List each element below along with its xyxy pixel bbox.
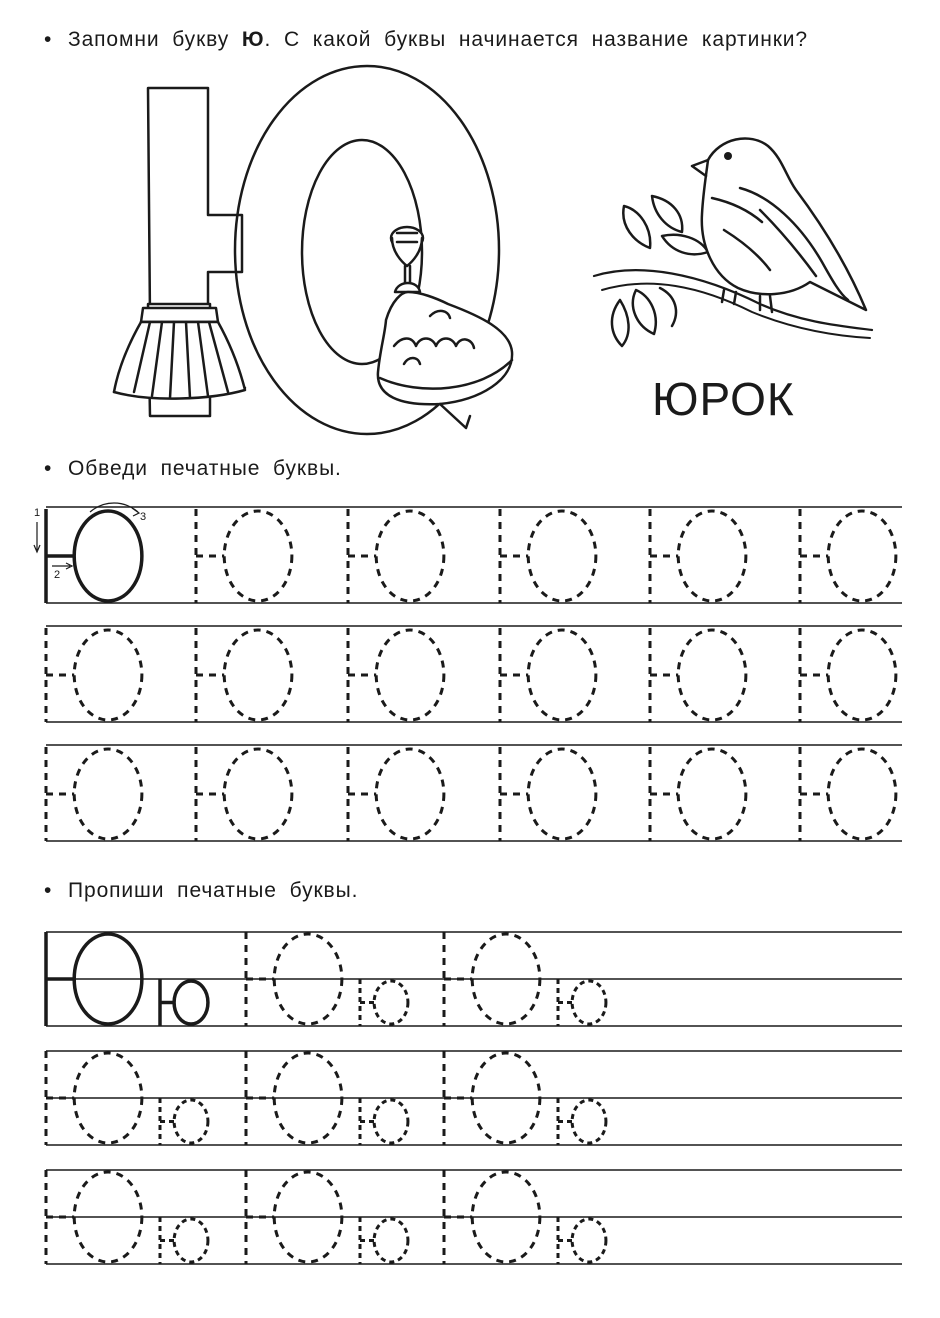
bullet: • [44,457,53,480]
stroke-number-3: 3 [140,511,147,523]
trace-letter-yu [196,747,292,841]
letter-oval [528,749,596,839]
trace-letter-yu [500,509,596,603]
bird-on-branch-icon [594,138,872,346]
letter-oval [374,1100,408,1143]
write-small-yu [558,1217,606,1264]
sample-letter-yu [46,509,142,603]
letter-oval [572,981,606,1024]
bullet: • [44,879,53,902]
letter-oval [374,981,408,1024]
write-small-yu [558,979,606,1026]
write-small-yu [360,979,408,1026]
write-small-yu [360,1217,408,1264]
letter-oval [374,1219,408,1262]
trace-letter-yu [500,628,596,722]
trace-letter-yu [800,509,896,603]
write-grid [46,932,902,1264]
letter-oval [528,630,596,720]
trace-letter-yu [650,509,746,603]
target-letter: Ю [241,28,265,51]
letter-oval [224,511,292,601]
letter-oval [174,1100,208,1143]
instruction-text: Запомни букву [68,28,242,51]
letter-oval [828,511,896,601]
letter-oval [828,630,896,720]
letter-oval [74,511,142,601]
stroke-number-2: 2 [54,569,61,581]
letter-oval [572,1100,606,1143]
trace-letter-yu [500,747,596,841]
letter-oval [528,511,596,601]
write-small-yu [558,1098,606,1145]
trace-letter-yu [348,747,444,841]
trace-letter-yu [650,747,746,841]
write-small-yu [160,1098,208,1145]
trace-letter-yu [46,747,142,841]
picture-word: ЮРОК [652,373,795,425]
trace-letter-yu [800,747,896,841]
letter-oval [74,749,142,839]
tassel-icon [114,304,245,416]
bullet: • [44,28,53,51]
letter-oval [678,511,746,601]
trace-grid [46,507,902,841]
trace-letter-yu [348,628,444,722]
letter-oval [224,749,292,839]
stroke-order-hints [34,503,146,581]
trace-letter-yu [348,509,444,603]
instruction-text: Обведи печатные буквы. [68,457,342,480]
letter-oval [74,630,142,720]
letter-oval [678,630,746,720]
letter-oval [174,1219,208,1262]
spinning-top-icon [378,227,512,428]
letter-oval [572,1219,606,1262]
trace-letter-yu [650,628,746,722]
letter-oval [376,511,444,601]
letter-oval [174,981,208,1024]
trace-letter-yu [196,628,292,722]
letter-oval [678,749,746,839]
trace-letter-yu [800,628,896,722]
sample-small-yu [160,979,208,1026]
letter-oval [828,749,896,839]
write-small-yu [360,1098,408,1145]
instruction-question: . С какой буквы начинается название картинки? [264,28,809,51]
letter-bar [148,88,242,318]
letter-oval [376,749,444,839]
letter-oval [224,630,292,720]
instruction-text: Пропиши печатные буквы. [68,879,359,902]
trace-letter-yu [196,509,292,603]
write-small-yu [160,1217,208,1264]
letter-oval [376,630,444,720]
trace-letter-yu [46,628,142,722]
stroke-number-1: 1 [34,507,41,519]
stroke-arrow-1 [34,522,40,552]
